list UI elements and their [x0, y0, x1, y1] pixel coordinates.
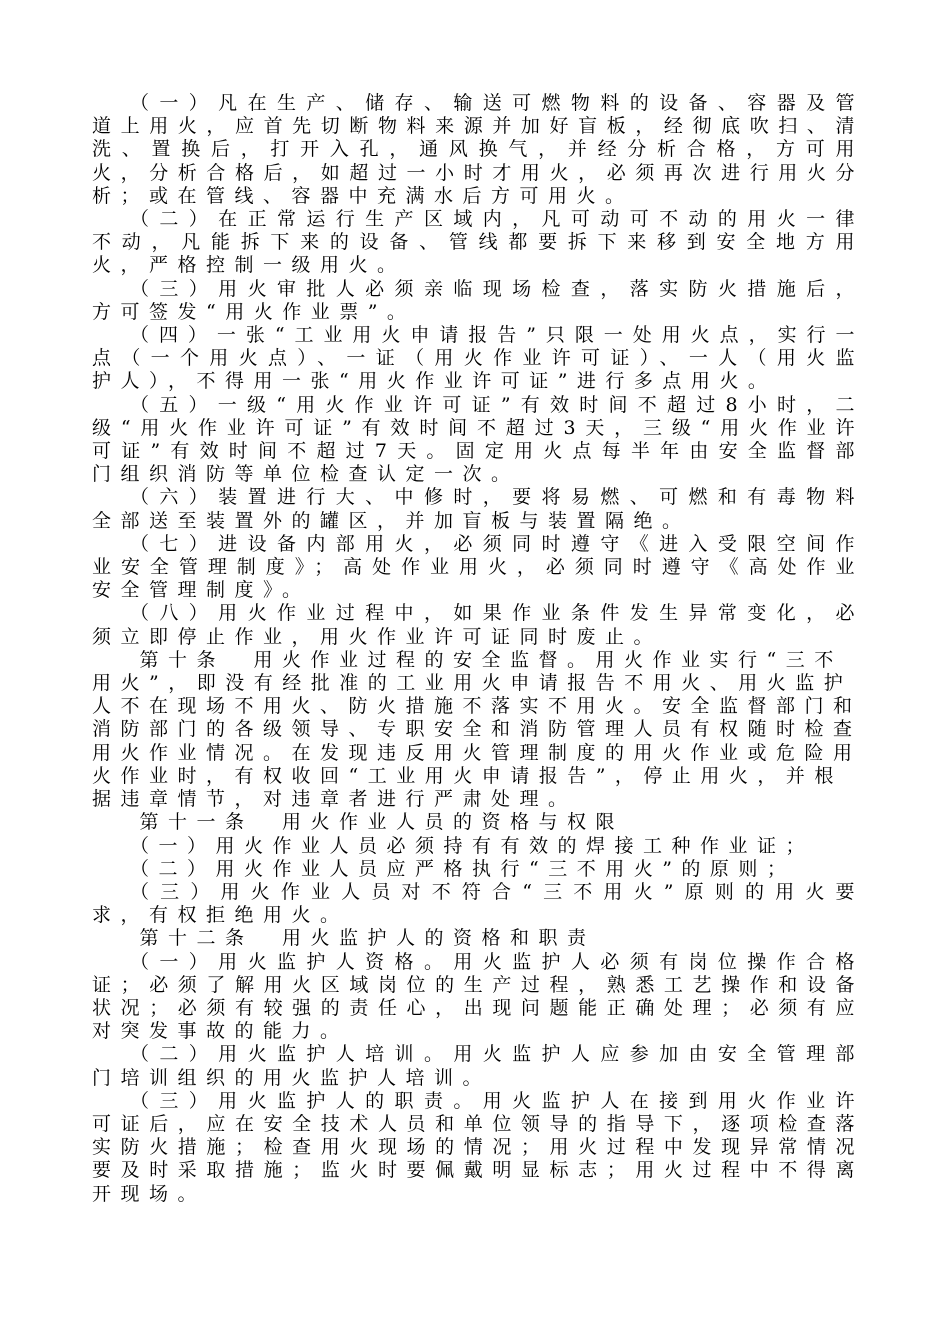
paragraph-1: （一）凡在生产、储存、输送可燃物料的设备、容器及管道上用火，应首先切断物料来源并加好盲板，经彻底吹扫、清洗、置换后，打开入孔，通风换气，并经分析合格，方可用火，分析合格后，如超过一小时才用火，必须再次进行用火分析；或在管线、容器中充满水后方可用火。 — [92, 92, 864, 207]
paragraph-5: （五）一级“用火作业许可证”有效时间不超过8小时，二级“用火作业许可证”有效时间不超过3天，三级“用火作业许可证”有效时间不超过7天。固定用火点每半年由安全监督部门组织消防等单位检查认定一次。 — [92, 393, 864, 486]
paragraph-4: （四）一张“工业用火申请报告”只限一处用火点，实行一点（一个用火点）、一证（用火作业许可证）、一人（用火监护人），不得用一张“用火作业许可证”进行多点用火。 — [92, 324, 864, 393]
paragraph-8: （八）用火作业过程中，如果作业条件发生异常变化，必须立即停止作业，用火作业许可证同时废止。 — [92, 602, 864, 648]
article-11-item-3: （三）用火作业人员对不符合“三不用火”原则的用火要求，有权拒绝用火。 — [92, 880, 864, 927]
document-body — [92, 92, 864, 1206]
paragraph-2: （二）在正常运行生产区域内，凡可动可不动的用火一律不动，凡能拆下来的设备、管线都要拆下来移到安全地方用火，严格控制一级用火。 — [92, 208, 864, 277]
article-11-heading: 第十一条 用火作业人员的资格与权限 — [139, 811, 625, 834]
article-12-heading: 第十二条 用火监护人的资格和职责 — [139, 927, 596, 950]
article-10: 第十条 用火作业过程的安全监督。用火作业实行“三不用火”，即没有经批准的工业用火申请报告不用火、用火监护人不在现场不用火、防火措施不落实不用火。安全监督部门和消防部门的各级领导、专职安全和消防管理人员有权随时检查用火作业情况。在发现违反用火管理制度的用火作业或危险用火作业时，有权收回“工业用火申请报告”，停止用火，并根据违章情节，对违章者进行严肃处理。 — [92, 648, 862, 811]
article-12-item-1: （一）用火监护人资格。用火监护人必须有岗位操作合格证；必须了解用火区域岗位的生产过程，熟悉工艺操作和设备状况；必须有较强的责任心，出现问题能正确处理；必须有应对突发事故的能力。 — [92, 950, 864, 1043]
article-12-item-2: （二）用火监护人培训。用火监护人应参加由安全管理部门培训组织的用火监护人培训。 — [92, 1043, 864, 1089]
article-11-item-1: （一）用火作业人员必须持有有效的焊接工种作业证； — [130, 834, 815, 857]
article-11-item-2: （二）用火作业人员应严格执行“三不用火”的原则； — [130, 857, 796, 880]
paragraph-7: （七）进设备内部用火，必须同时遵守《进入受限空间作业安全管理制度》；高处作业用火，必须同时遵守《高处作业安全管理制度》。 — [92, 532, 864, 602]
paragraph-6: （六）装置进行大、中修时，要将易燃、可燃和有毒物料全部送至装置外的罐区，并加盲板与装置隔绝。 — [92, 486, 864, 532]
paragraph-3: （三）用火审批人必须亲临现场检查，落实防火措施后，方可签发“用火作业票”。 — [92, 277, 864, 323]
article-12-item-3: （三）用火监护人的职责。用火监护人在接到用火作业许可证后，应在安全技术人员和单位领导的指导下，逐项检查落实防火措施；检查用火现场的情况；用火过程中发现异常情况要及时采取措施；监火时要佩戴明显标志；用火过程中不得离开现场。 — [92, 1089, 864, 1205]
